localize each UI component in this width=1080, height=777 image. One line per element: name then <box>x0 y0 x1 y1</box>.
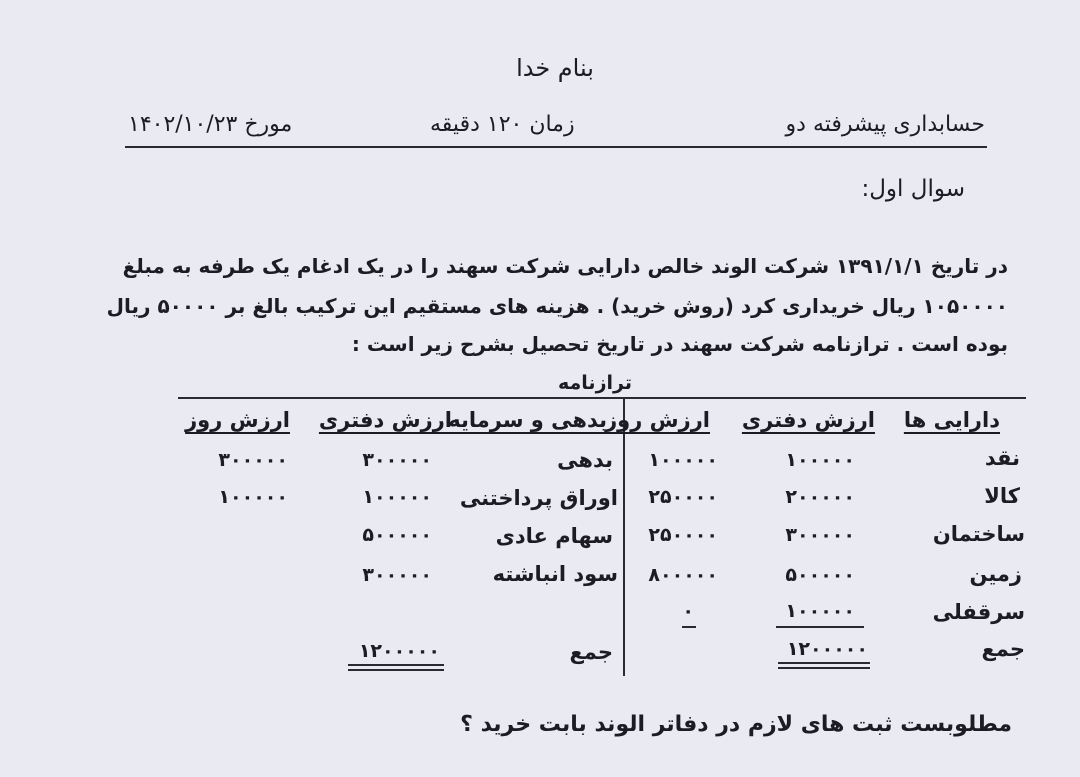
asset-name: زمین <box>969 562 1022 586</box>
question-paragraph-line-2: ۱۰۵۰۰۰۰ ریال خریداری کرد (روش خرید) . هزینه های مستقیم این ترکیب بالغ بر ۵۰۰۰۰ ریال <box>106 294 1008 318</box>
asset-name: ساختمان <box>932 522 1025 546</box>
liability-name: بدهی <box>557 448 613 472</box>
balance-sheet-title: ترازنامه <box>558 372 632 394</box>
total-double-underline-2 <box>348 669 444 671</box>
liability-name: سود انباشته <box>492 562 618 586</box>
subtotal-underline <box>776 626 864 628</box>
page-heading: بنام خدا <box>516 54 594 82</box>
exam-date: مورخ ۱۴۰۲/۱۰/۲۳ <box>128 112 293 137</box>
header-liabilities: بدهی و سرمایه <box>448 408 607 432</box>
question-title: سوال اول: <box>861 176 965 202</box>
asset-fair-value: ۱۰۰۰۰۰ <box>648 449 718 471</box>
fair-value-underline <box>682 626 696 628</box>
header-divider <box>125 146 987 148</box>
liability-name: اوراق پرداختنی <box>459 486 618 510</box>
liability-total-label: جمع <box>569 640 613 664</box>
course-name: حسابداری پیشرفته دو <box>785 112 985 137</box>
asset-name: نقد <box>984 446 1020 470</box>
header-liab-book: ارزش دفتری <box>318 408 452 432</box>
question-paragraph-line-3: بوده است . ترازنامه شرکت سهند در تاریخ تحصیل بشرح زیر است : <box>351 332 1008 356</box>
total-double-underline-1 <box>348 664 444 666</box>
liability-book-value: ۳۰۰۰۰۰ <box>362 564 432 586</box>
asset-fair-value: ۸۰۰۰۰۰ <box>648 564 718 586</box>
liability-book-value: ۵۰۰۰۰۰ <box>362 524 432 546</box>
asset-fair-value: ۲۵۰۰۰۰ <box>648 524 718 546</box>
table-top-rule <box>178 397 1026 399</box>
liability-fair-value: ۱۰۰۰۰۰ <box>218 486 288 508</box>
liability-total-value: ۱۲۰۰۰۰۰ <box>358 640 440 662</box>
total-double-underline-2 <box>778 667 870 669</box>
liability-book-value: ۱۰۰۰۰۰ <box>362 486 432 508</box>
header-asset-fair: ارزش روز <box>605 408 710 432</box>
question-paragraph-line-1: در تاریخ ۱۳۹۱/۱/۱ شرکت الوند خالص دارایی شرکت سهند را در یک ادغام یک طرفه به مبلغ <box>122 254 1008 278</box>
liability-book-value: ۳۰۰۰۰۰ <box>362 449 432 471</box>
asset-book-value: ۲۰۰۰۰۰ <box>785 486 855 508</box>
liability-fair-value: ۳۰۰۰۰۰ <box>218 449 288 471</box>
asset-book-value: ۵۰۰۰۰۰ <box>785 564 855 586</box>
asset-total-value: ۱۲۰۰۰۰۰ <box>786 638 868 660</box>
exam-duration: زمان ۱۲۰ دقیقه <box>430 112 575 137</box>
header-assets: دارایی ها <box>903 408 1000 432</box>
header-asset-book: ارزش دفتری <box>741 408 875 432</box>
asset-fair-value: ۰ <box>682 600 694 622</box>
asset-book-value: ۳۰۰۰۰۰ <box>785 524 855 546</box>
asset-total-label: جمع <box>981 637 1025 661</box>
header-liab-fair: ارزش روز <box>185 408 290 432</box>
asset-book-value: ۱۰۰۰۰۰ <box>785 600 855 622</box>
question-requirement: مطلوبست ثبت های لازم در دفاتر الوند بابت خرید ؟ <box>460 712 1012 737</box>
asset-name: کالا <box>984 484 1020 508</box>
table-center-divider <box>623 398 625 676</box>
asset-book-value: ۱۰۰۰۰۰ <box>785 449 855 471</box>
liability-name: سهام عادی <box>495 524 613 548</box>
asset-fair-value: ۲۵۰۰۰۰ <box>648 486 718 508</box>
total-double-underline-1 <box>778 662 870 664</box>
asset-name: سرقفلی <box>932 600 1025 624</box>
